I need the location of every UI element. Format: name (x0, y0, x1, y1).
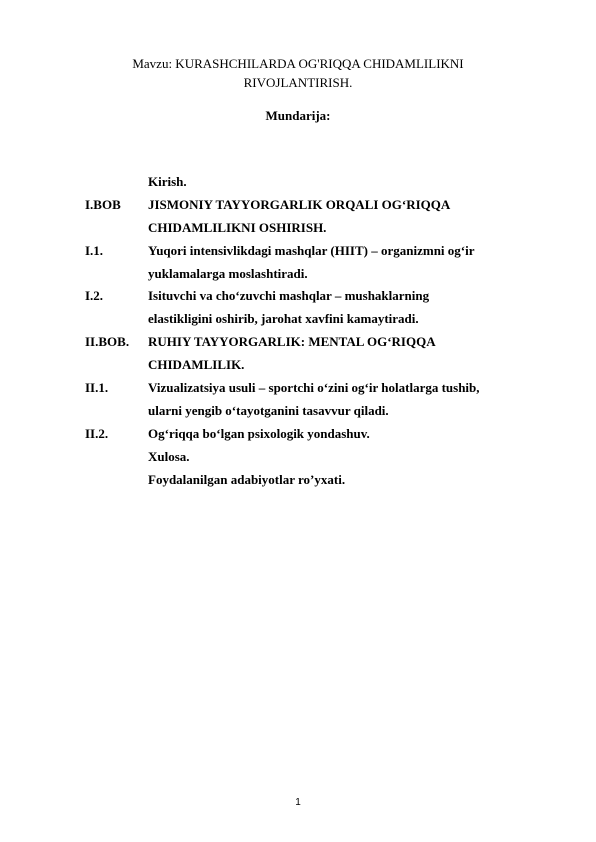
toc-number: II.2. (85, 425, 109, 441)
toc-text: Foydalanilgan adabiyotlar ro’yxati. (148, 471, 346, 487)
toc-row (0, 194, 596, 217)
toc-text: CHIDAMLILIKNI OSHIRISH. (148, 219, 327, 235)
toc-number: I.2. (85, 288, 104, 304)
toc-row (0, 469, 596, 492)
toc-text: ularni yengib o‘tayotganini tasavvur qiladi. (148, 402, 389, 418)
toc-row (0, 423, 596, 446)
toc-row (0, 331, 596, 354)
toc-number: II.1. (85, 380, 109, 396)
toc-text: Isituvchi va cho‘zuvchi mashqlar – mushaklarning (148, 288, 430, 304)
toc-number: I.1. (85, 242, 104, 258)
toc-text: Yuqori intensivlikdagi mashqlar (HIIT) – organizmni og‘ir (148, 242, 475, 258)
toc-text: JISMONIY TAYYORGARLIK ORQALI OG‘RIQQA (148, 196, 451, 212)
toc-row (0, 354, 596, 377)
toc-text: elastikligini oshirib, jarohat xavfini kamaytiradi. (148, 311, 419, 327)
toc-text: CHIDAMLILIK. (148, 357, 245, 373)
document-title (70, 55, 526, 92)
toc-text: RUHIY TAYYORGARLIK: MENTAL OG‘RIQQA (148, 334, 436, 350)
toc-row (0, 263, 596, 286)
toc-row (0, 240, 596, 263)
toc-row (0, 446, 596, 469)
toc-row (0, 308, 596, 331)
toc-text: yuklamalarga moslashtiradi. (148, 265, 308, 281)
toc-number: II.BOB. (85, 334, 130, 350)
toc-row (0, 377, 596, 400)
toc-text: Og‘riqqa bo‘lgan psixologik yondashuv. (148, 425, 370, 441)
toc-row (0, 285, 596, 308)
toc-row (0, 217, 596, 240)
title-line-1: Mavzu: KURASHCHILARDA OG'RIQQA CHIDAMLILIKNI (132, 56, 464, 71)
toc-number: I.BOB (85, 196, 121, 212)
table-of-contents (0, 171, 596, 491)
toc-text: Kirish. (148, 174, 187, 189)
toc-row (0, 400, 596, 423)
title-line-2: RIVOJLANTIRISH. (243, 74, 353, 90)
page-number: 1 (295, 797, 301, 808)
toc-text: Xulosa. (148, 448, 190, 464)
toc-row (0, 171, 596, 194)
toc-text: Vizualizatsiya usuli – sportchi o‘zini og‘ir holatlarga tushib, (148, 380, 480, 396)
contents-heading: Mundarija: (265, 108, 331, 123)
